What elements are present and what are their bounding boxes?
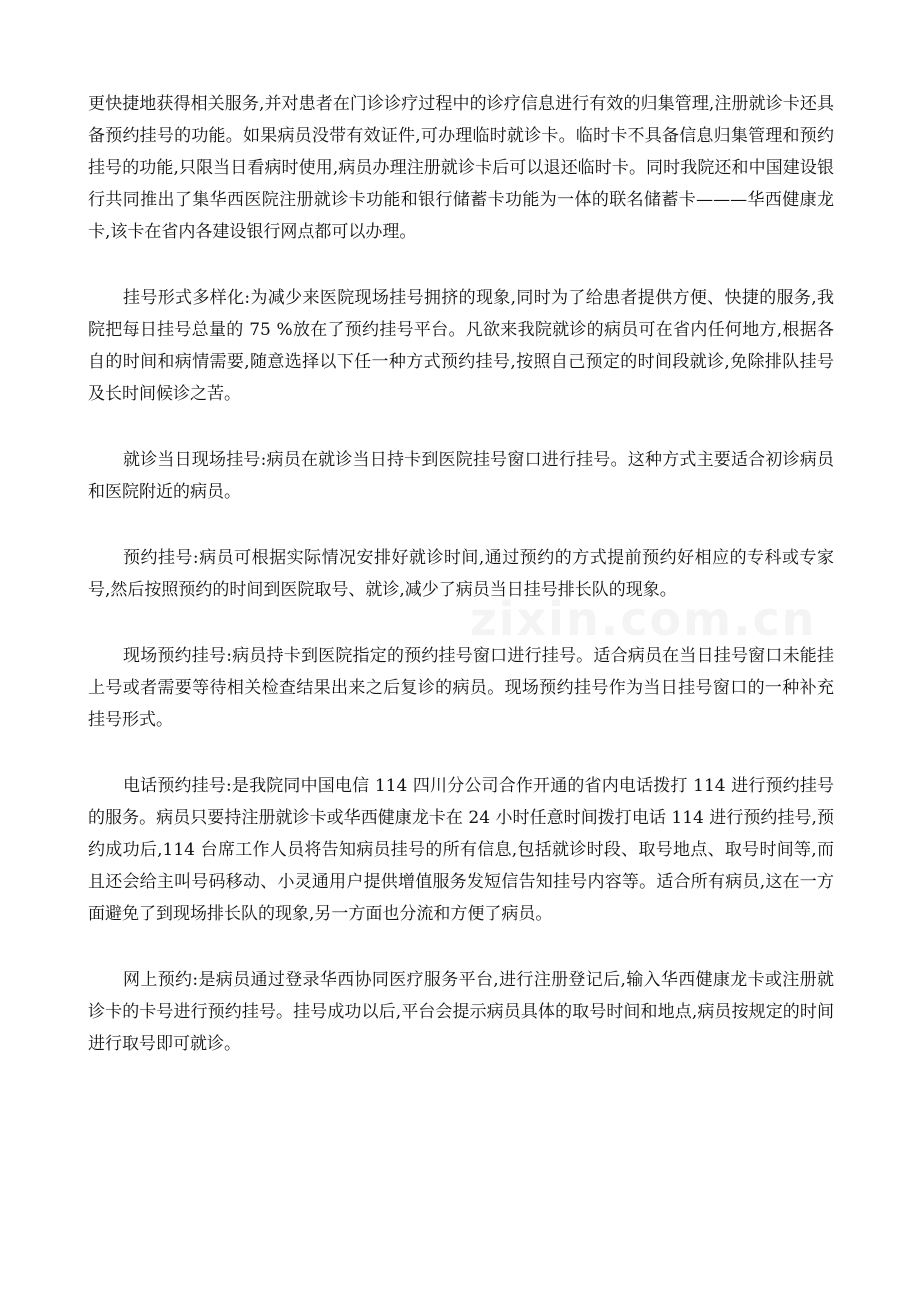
paragraph-same-day-onsite-registration: 就诊当日现场挂号:病员在就诊当日持卡到医院挂号窗口进行挂号。这种方式主要适合初诊病员和医院附近的病员。 [88, 450, 834, 502]
paragraph-phone-appointment-registration: 电话预约挂号:是我院同中国电信 114 四川分公司合作开通的省内电话拨打 114 进行预约挂号的服务。病员只要持注册就诊卡或华西健康龙卡在 24 小时任意时间拨打电话 114 进行预约挂号,预约成功后,114 台席工作人员将告知病员挂号的所有信息,包括就诊时段、取号地点、取号时间等,而且还会给主叫号码移动、小灵通用户提供增值服务发短信告知挂号内容等。适合所有病员,这在一方面避免了到现场排长队的现象,另一方面也分流和方便了病员。 [88, 776, 834, 924]
paragraph-appointment-registration: 预约挂号:病员可根据实际情况安排好就诊时间,通过预约的方式提前预约好相应的专科或专家号,然后按照预约的时间到医院取号、就诊,减少了病员当日挂号排长队的现象。 [88, 548, 834, 600]
paragraph-registration-diversified: 挂号形式多样化:为减少来医院现场挂号拥挤的现象,同时为了给患者提供方便、快捷的服务,我院把每日挂号总量的 75 %放在了预约挂号平台。凡欲来我院就诊的病员可在省内任何地方,根据各自的时间和病情需要,随意选择以下任一种方式预约挂号,按照自己预定的时间段就诊,免除排队挂号及长时间候诊之苦。 [88, 288, 834, 404]
document-body [88, 88, 834, 1094]
watermark: zixin.com.cn [470, 592, 817, 646]
paragraph-onsite-appointment-registration: 现场预约挂号:病员持卡到医院指定的预约挂号窗口进行挂号。适合病员在当日挂号窗口未能挂上号或者需要等待相关检查结果出来之后复诊的病员。现场预约挂号作为当日挂号窗口的一种补充挂号形式。 [88, 646, 834, 730]
paragraph-card-registration-continued: 更快捷地获得相关服务,并对患者在门诊诊疗过程中的诊疗信息进行有效的归集管理,注册就诊卡还具备预约挂号的功能。如果病员没带有效证件,可办理临时就诊卡。临时卡不具备信息归集管理和预约挂号的功能,只限当日看病时使用,病员办理注册就诊卡后可以退还临时卡。同时我院还和中国建设银行共同推出了集华西医院注册就诊卡功能和银行储蓄卡功能为一体的联名储蓄卡———华西健康龙卡,该卡在省内各建设银行网点都可以办理。 [88, 94, 834, 242]
paragraph-online-appointment: 网上预约:是病员通过登录华西协同医疗服务平台,进行注册登记后,输入华西健康龙卡或注册就诊卡的卡号进行预约挂号。挂号成功以后,平台会提示病员具体的取号时间和地点,病员按规定的时间进行取号即可就诊。 [88, 970, 834, 1054]
